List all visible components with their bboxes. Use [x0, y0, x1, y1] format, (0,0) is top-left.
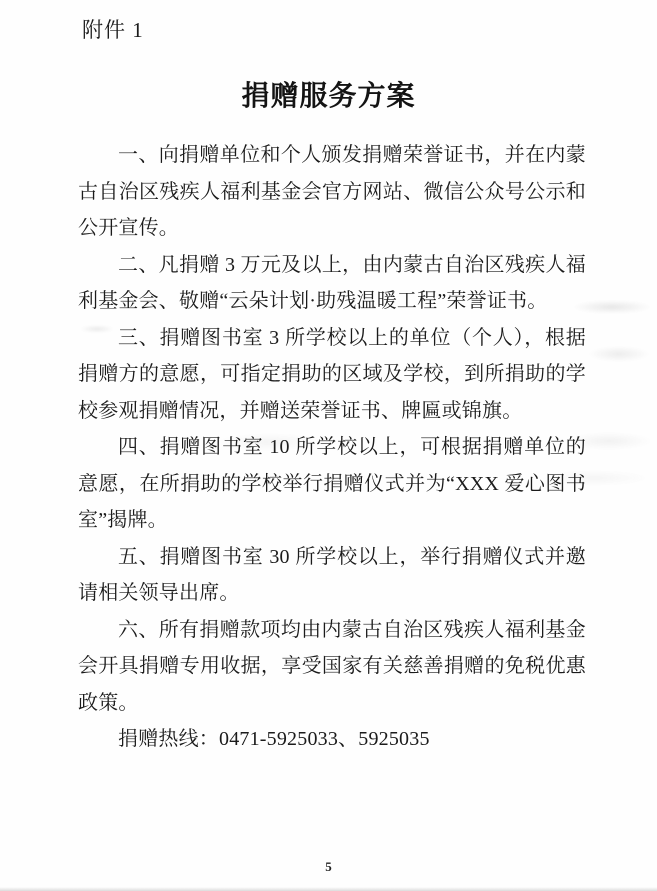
page-number: 5	[325, 859, 332, 874]
scan-artifact	[588, 346, 650, 362]
donation-hotline-line: 捐赠热线：0471-5925033、5925035	[118, 728, 430, 750]
paragraph-2: 二、凡捐赠 3 万元及以上，由内蒙古自治区残疾人福利基金会、敬赠“云朵计划·助残温暖工程”荣誉证书。	[78, 253, 586, 312]
document-body	[78, 137, 586, 758]
paragraph-4: 四、捐赠图书室 10 所学校以上，可根据捐赠单位的意愿，在所捐助的学校举行捐赠仪式并为“XXX 爱心图书室”揭牌。	[78, 436, 586, 531]
paragraph-6: 六、所有捐赠款项均由内蒙古自治区残疾人福利基金会开具捐赠专用收据，享受国家有关慈善捐赠的免税优惠政策。	[78, 618, 586, 714]
document-title: 捐赠服务方案	[241, 81, 416, 112]
paragraph-1: 一、向捐赠单位和个人颁发捐赠荣誉证书，并在内蒙古自治区残疾人福利基金会官方网站、微信公众号公示和公开宣传。	[78, 144, 586, 239]
attachment-label: 附件 1	[82, 18, 144, 42]
paragraph-3: 三、捐赠图书室 3 所学校以上的单位（个人），根据捐赠方的意愿，可指定捐助的区域及学校，到所捐助的学校参观捐赠情况，并赠送荣誉证书、牌匾或锦旗。	[78, 326, 586, 422]
paragraph-5: 五、捐赠图书室 30 所学校以上，举行捐赠仪式并邀请相关领导出席。	[78, 545, 586, 604]
